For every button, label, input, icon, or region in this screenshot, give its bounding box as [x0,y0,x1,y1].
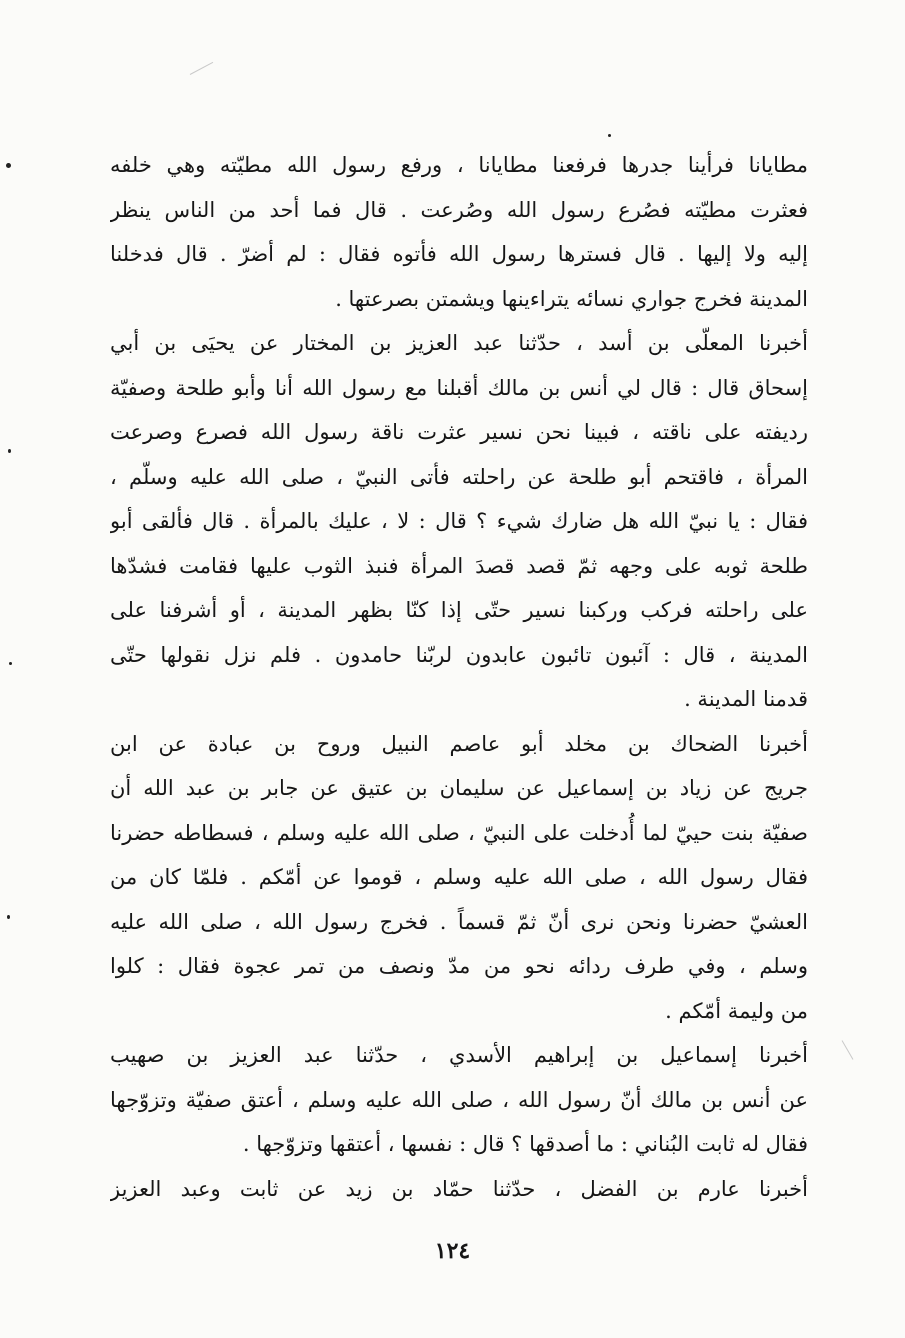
scan-speck [8,449,11,453]
text-line: فعثرت مطيّته فصُرع رسول الله وصُرعت . قال فما أحد من الناس ينظر [110,197,808,222]
scan-speck [6,163,11,168]
paragraph [110,722,808,1034]
scan-speck [7,915,10,919]
text-line: أخبرنا المعلّى بن أسد ، حدّثنا عبد العزيز بن المختار عن يحيَى بن أبي [110,331,808,355]
text-line: فقال رسول الله ، صلى الله عليه وسلم ، قوموا عن أمّكم . فلمّا كان من [110,865,808,889]
paragraph [110,143,808,321]
text-line: فقال : يا نبيّ الله هل ضارك شيء ؟ قال : لا ، عليك بالمرأة . قال فألقى أبو [110,509,808,533]
text-line: عن أنس بن مالك أنّ رسول الله ، صلى الله عليه وسلم ، أعتق صفيّة وتزوّجها [110,1087,808,1112]
text-line: العشيّ حضرنا ونحن نرى أنّ ثمّ قسماً . فخرج رسول الله ، صلى الله عليه [110,909,808,934]
paragraph [110,1167,808,1212]
page-number: ١٢٤ [434,1238,471,1264]
text-line: أخبرنا إسماعيل بن إبراهيم الأسدي ، حدّثنا عبد العزيز بن صهيب [110,1043,808,1067]
text-line: إليه ولا إليها . قال فسترها رسول الله فأتوه فقال : لم أضرّ . قال فدخلنا [110,242,808,266]
text-line: صفيّة بنت حييّ لما أُدخلت على النبيّ ، صلى الله عليه وسلم ، فسطاطه حضرنا [110,820,808,845]
text-line: مطايانا فرأينا جدرها فرفعنا مطايانا ، ورفع رسول الله مطيّته وهي خلفه [110,153,808,177]
text-line: المرأة ، فاقتحم أبو طلحة عن راحلته فأتى النبيّ ، صلى الله عليه وسلّم ، [110,464,808,489]
text-line: رديفته على ناقته ، فبينا نحن نسير عثرت ناقة رسول الله فصرع وصرعت [110,420,808,444]
scan-scratch [842,1040,854,1060]
text-line: جريج عن زياد بن إسماعيل عن سليمان بن عتيق عن جابر بن عبد الله أن [110,776,808,800]
text-line: المدينة ، قال : آئبون تائبون عابدون لربّنا حامدون . فلم نزل نقولها حتّى [110,642,808,667]
text-line: على راحلته فركب وركبنا نسير حتّى إذا كنّا بظهر المدينة ، أو أشرفنا على [110,598,808,622]
text-line: وسلم ، وفي طرف ردائه نحو من مدّ ونصف من تمر عجوة فقال : كلوا [110,954,808,978]
paragraph [110,321,808,722]
scan-scratch [190,62,213,75]
text-line: المدينة فخرج جواري نسائه يتراءينها ويشمتن بصرعتها . [335,286,808,311]
text-line: فقال له ثابت البُناني : ما أصدقها ؟ قال : نفسها ، أعتقها وتزوّجها . [242,1132,808,1156]
text-line: أخبرنا عارم بن الفضل ، حدّثنا حمّاد بن زيد عن ثابت وعبد العزيز [110,1176,808,1201]
scan-speck [608,134,611,137]
text-line: قدمنا المدينة . [684,687,808,711]
text-line: من وليمة أمّكم . [665,998,808,1023]
text-line: إسحاق قال : قال لي أنس بن مالك أقبلنا مع رسول الله أنا وأبو طلحة وصفيّة [110,375,808,400]
paragraph [110,1033,808,1167]
body-text [110,143,808,1211]
scan-speck [9,662,12,665]
text-line: أخبرنا الضحاك بن مخلد أبو عاصم النبيل وروح بن عبادة عن ابن [110,731,808,756]
text-line: طلحة ثوبه على وجهه ثمّ قصد قصدَ المرأة فنبذ الثوب عليها فقامت فشدّها [110,553,808,578]
